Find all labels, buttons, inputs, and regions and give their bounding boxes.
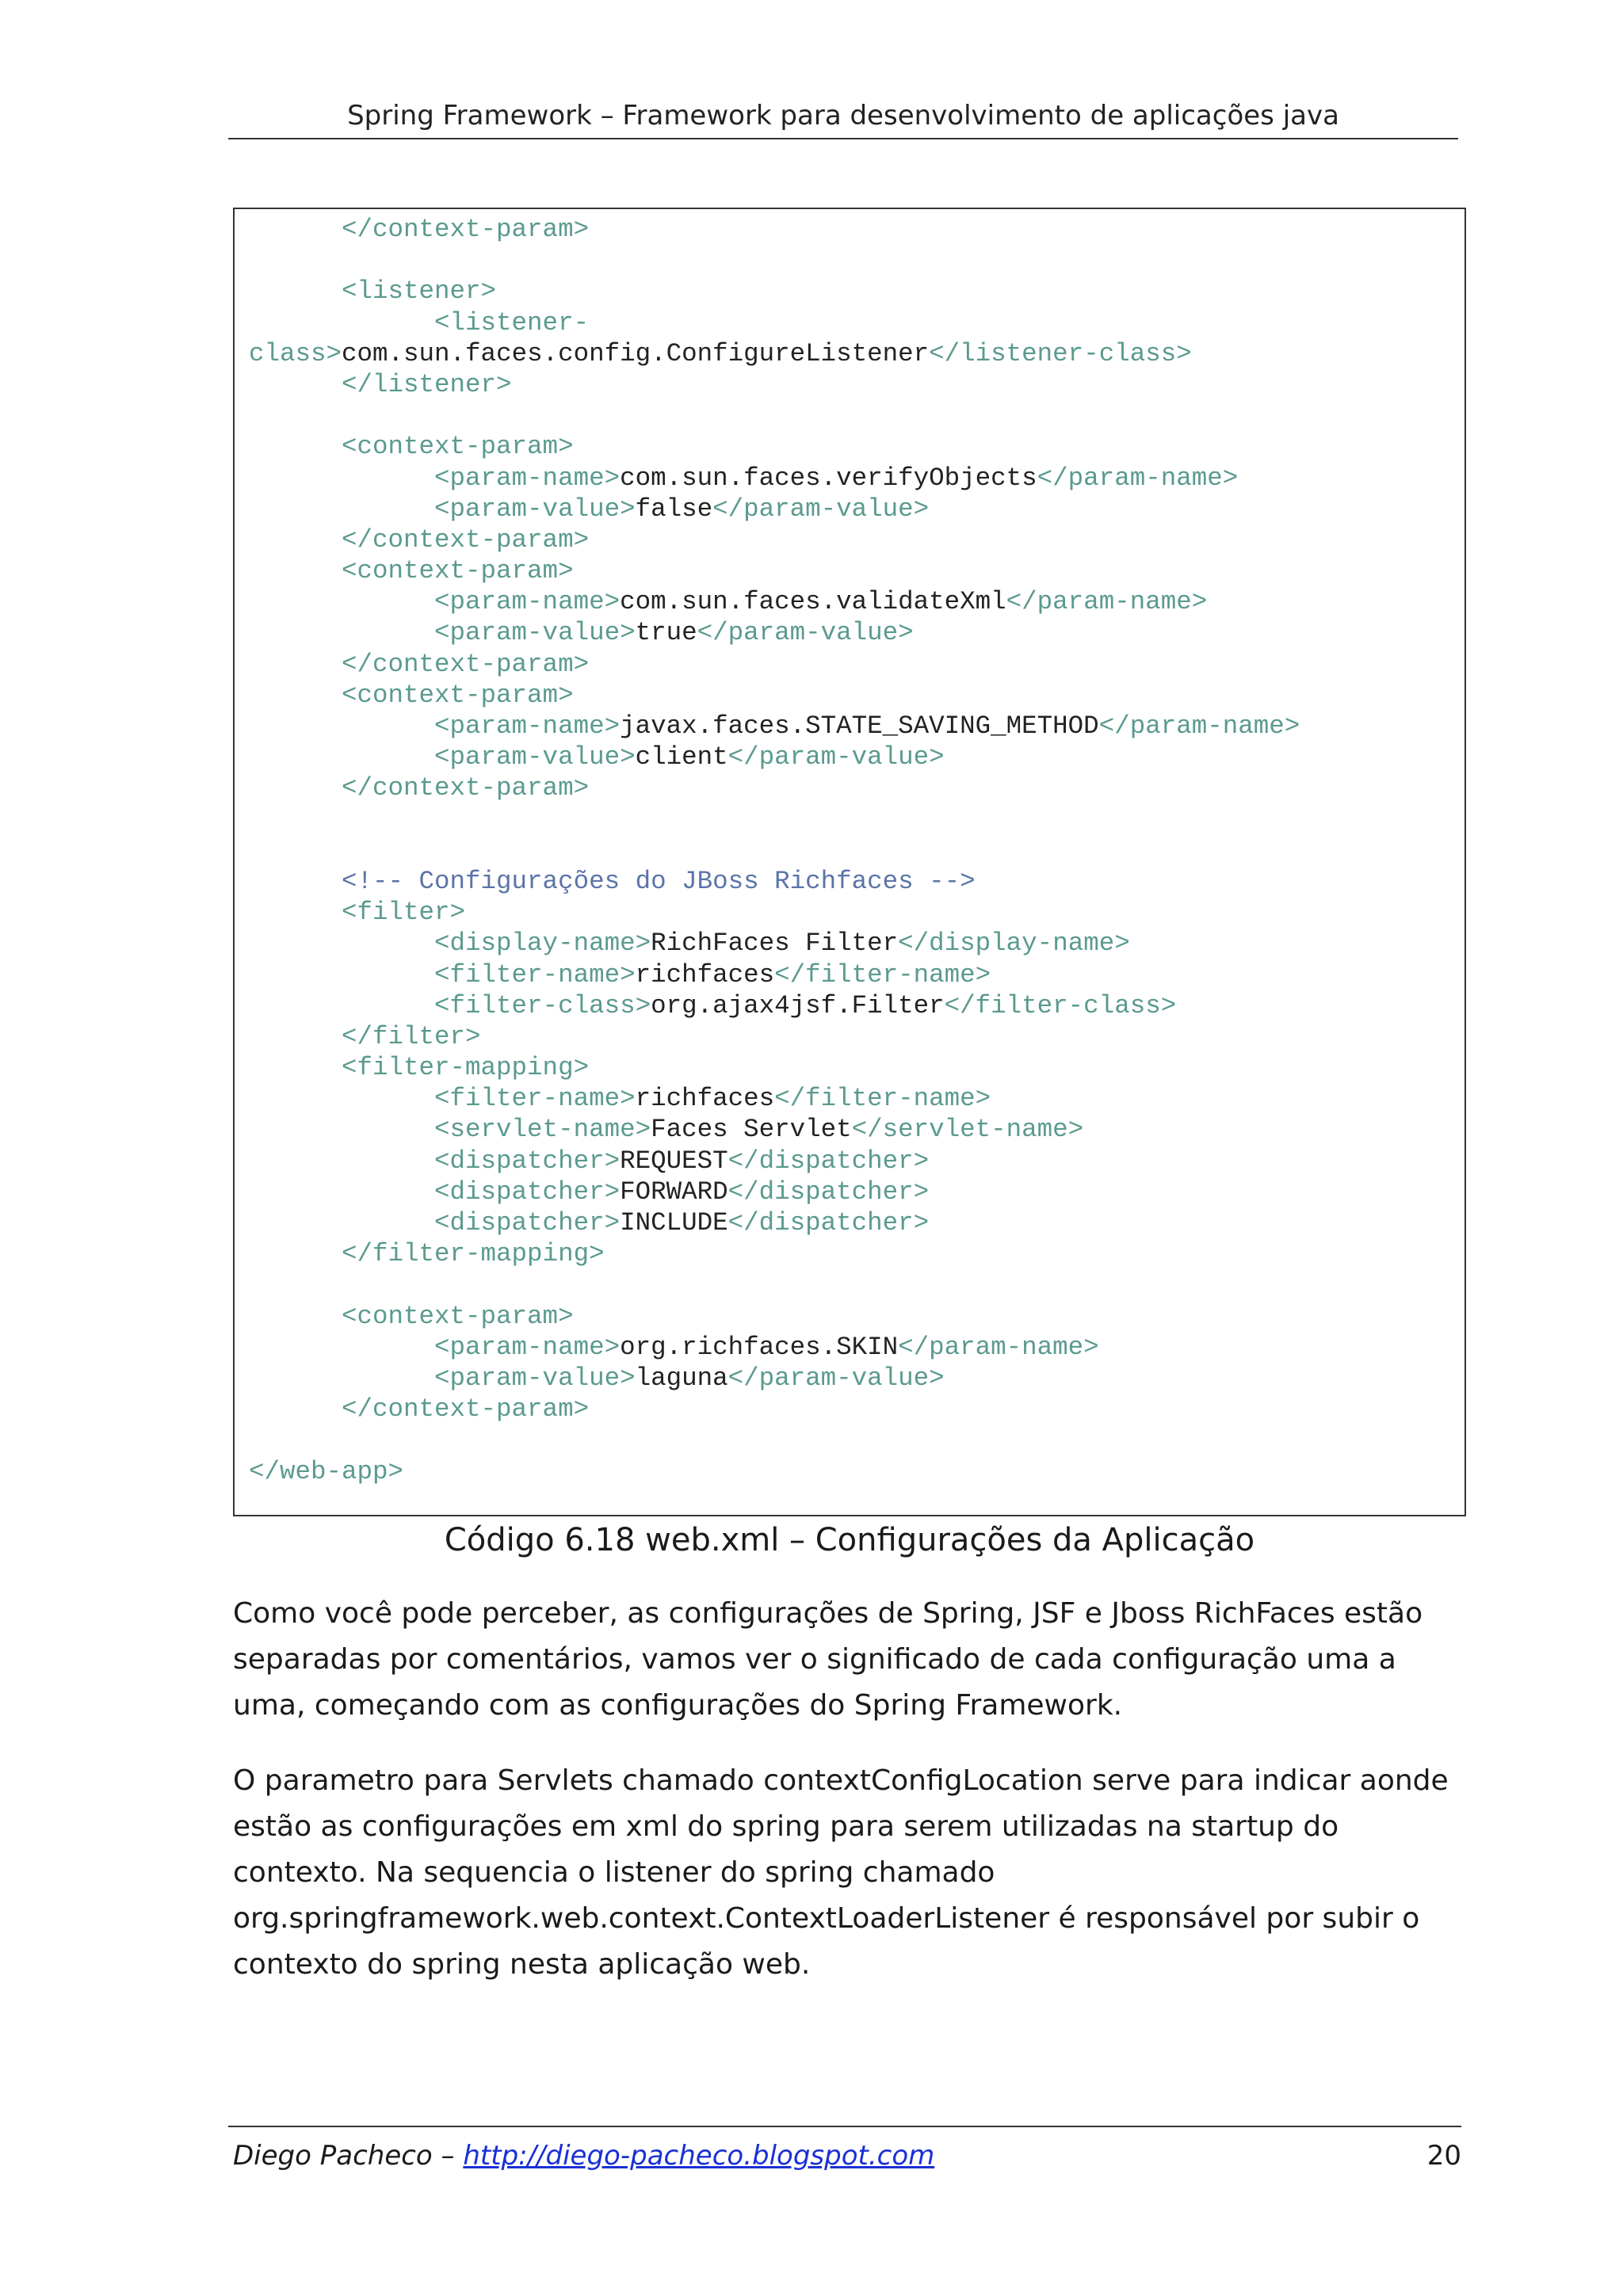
code-line [249,1425,1465,1455]
code-token-tag: </param-value> [697,618,914,648]
code-token-tag: </filter-mapping> [249,1239,605,1269]
code-line [249,928,1465,959]
code-token-text: Faces Servlet [651,1115,852,1145]
code-token-text: javax.faces.STATE_SAVING_METHOD [620,711,1099,741]
page-header [228,93,1458,139]
code-token-tag: <listener- [249,307,590,338]
code-token-tag: <param-value> [249,1363,636,1393]
code-line [249,617,1465,648]
code-line [249,586,1465,617]
code-token-tag: </web-app> [249,1456,404,1486]
code-token-text: richfaces [635,1084,775,1114]
code-token-tag: <param-name> [249,711,621,741]
code-line [249,431,1465,462]
code-token-tag: </param-name> [898,1332,1099,1362]
code-line [249,1394,1465,1425]
code-line [249,866,1465,897]
code-token-text: true [635,618,697,648]
code-listing [233,208,1466,1516]
code-token-tag: <context-param> [249,1301,574,1331]
code-line [249,463,1465,494]
code-token-tag: </context-param> [249,215,590,244]
code-token-text: RichFaces Filter [651,929,899,959]
header-title: Spring Framework – Framework para desenvolvimento de aplicações java [347,100,1339,132]
footer-blog-link[interactable]: http://diego-pacheco.blogspot.com [463,2140,935,2172]
code-line [249,804,1465,835]
code-token-tag: </context-param> [249,524,590,555]
code-token-text: laguna [635,1363,728,1393]
code-line [249,276,1465,307]
code-line [249,959,1465,990]
code-token-tag: <listener> [249,277,497,307]
body-paragraph-2: O parametro para Servlets chamado contextConfigLocation serve para indicar aonde estão as configurações em xml do spring para serem utilizadas na startup do contexto. Na sequencia o listener do spring chamado org.springframework.web.context.ContextLoaderListener é responsável por subir o contexto do spring nesta aplicação web. [233,1764,1449,1981]
code-token-tag: </param-value> [727,1363,945,1393]
code-token-tag: <param-value> [249,618,636,648]
code-token-tag: <context-param> [249,680,574,710]
code-token-tag: <filter> [249,898,466,928]
page-footer [228,2126,1461,2183]
code-token-text: false [635,494,713,524]
code-token-tag: class> [249,338,342,368]
code-token-tag: </param-name> [1037,463,1239,493]
code-token-tag: </filter> [249,1021,481,1051]
code-line [249,1332,1465,1363]
code-token-tag: </param-value> [727,742,945,772]
page-number: 20 [1426,2140,1461,2172]
code-line [249,1177,1465,1207]
code-line [249,214,1465,245]
code-line [249,555,1465,586]
code-line [249,1269,1465,1300]
code-token-tag: <param-value> [249,494,636,524]
code-line [249,649,1465,680]
code-token-tag: <display-name> [249,929,651,959]
code-line [249,400,1465,431]
code-token-text: org.richfaces.SKIN [620,1332,899,1362]
code-token-tag: </servlet-name> [851,1115,1084,1145]
code-token-text: com.sun.faces.validateXml [620,587,1006,617]
code-token-tag: <param-name> [249,587,621,617]
body-paragraph-1: Como você pode perceber, as configurações de Spring, JSF e Jboss RichFaces estão separadas por comentários, vamos ver o significado de cada configuração uma a uma, começando com as configurações do Spring Framework. [233,1597,1423,1722]
code-token-tag: </listener> [249,369,512,399]
code-token-tag: <dispatcher> [249,1177,621,1207]
code-line [249,1363,1465,1394]
code-line [249,1456,1465,1487]
code-token-tag: <filter-name> [249,1084,636,1114]
code-token-text: org.ajax4jsf.Filter [651,990,945,1020]
code-line [249,1301,1465,1332]
code-line [249,835,1465,866]
code-token-tag: <filter-mapping> [249,1053,590,1083]
code-line [249,1146,1465,1177]
code-token-tag: <dispatcher> [249,1208,621,1238]
code-token-tag: </dispatcher> [727,1208,930,1238]
code-token-tag: <filter-name> [249,959,636,990]
code-token-text: INCLUDE [620,1208,728,1238]
code-line [249,1083,1465,1114]
code-line [249,338,1465,369]
code-line [249,711,1465,742]
code-token-text: client [635,742,728,772]
code-token-tag: <context-param> [249,432,574,462]
code-token-text: FORWARD [620,1177,728,1207]
code-token-tag: </context-param> [249,649,590,679]
code-token-tag: </context-param> [249,1394,590,1425]
code-token-tag: <servlet-name> [249,1115,651,1145]
code-line [249,680,1465,711]
code-line [249,369,1465,400]
code-token-tag: </param-name> [1006,587,1208,617]
code-token-tag: </param-name> [1098,711,1300,741]
code-token-text: richfaces [635,959,775,990]
code-token-tag: <param-value> [249,742,636,772]
code-token-text: com.sun.faces.config.ConfigureListener [342,338,930,368]
code-token-tag: <dispatcher> [249,1146,621,1176]
footer-author [233,2140,934,2172]
code-token-tag: <context-param> [249,556,574,586]
code-token-tag: </context-param> [249,773,590,803]
code-line [249,1207,1465,1238]
code-token-tag: <param-name> [249,1332,621,1362]
code-token-tag: </dispatcher> [727,1146,930,1176]
code-line [249,1052,1465,1083]
footer-author-name: Diego Pacheco – [233,2140,464,2172]
code-line [249,897,1465,928]
code-token-tag: </display-name> [898,929,1130,959]
code-caption: Código 6.18 web.xml – Configurações da Aplicação [444,1522,1255,1558]
code-line [249,742,1465,772]
code-line [249,1114,1465,1145]
code-line [249,524,1465,555]
code-line [249,245,1465,276]
code-line [249,1021,1465,1052]
code-token-comment: <!-- Configurações do JBoss Richfaces --> [249,866,976,896]
code-line [249,1238,1465,1269]
code-line [249,307,1465,338]
code-line [249,772,1465,803]
code-token-text: REQUEST [620,1146,728,1176]
code-line [249,990,1465,1021]
code-token-tag: </filter-name> [774,959,991,990]
code-token-tag: <filter-class> [249,990,651,1020]
code-token-tag: </filter-class> [944,990,1177,1020]
code-token-tag: </param-value> [712,494,930,524]
code-line [249,494,1465,524]
code-token-tag: </filter-name> [774,1084,991,1114]
code-token-tag: </dispatcher> [727,1177,930,1207]
code-token-tag: </listener-class> [929,338,1192,368]
code-token-tag: <param-name> [249,463,621,493]
code-token-text: com.sun.faces.verifyObjects [620,463,1037,493]
